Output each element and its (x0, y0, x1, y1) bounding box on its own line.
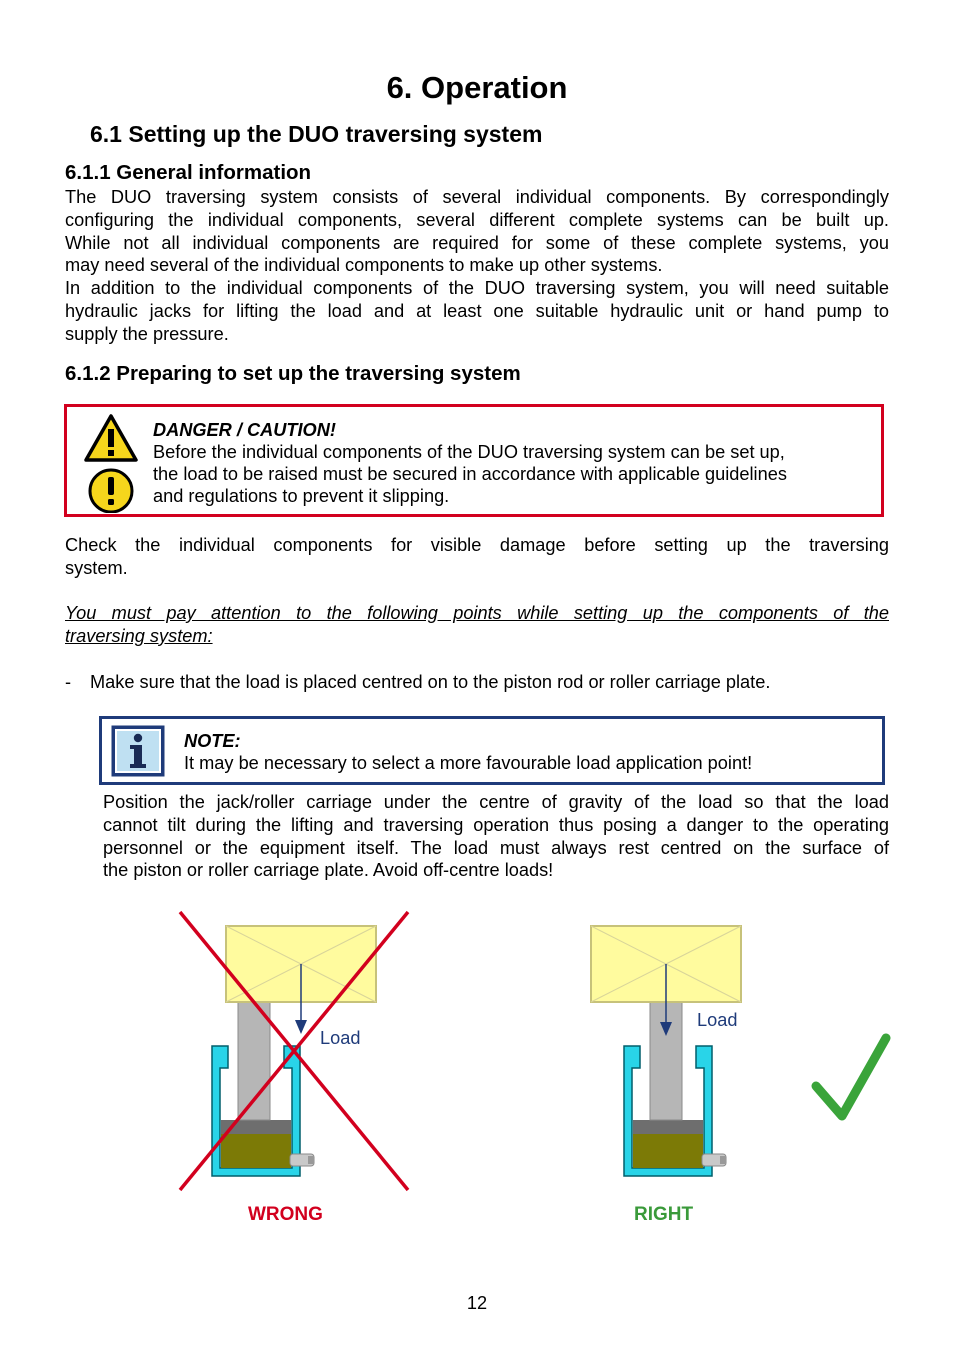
note-box (99, 716, 885, 785)
note-text (184, 730, 874, 774)
text-line: may need several of the individual components to make up other systems. (65, 255, 663, 276)
section-heading-6-1-1: 6.1.1 General information (65, 161, 312, 184)
text-line: In addition to the individual components of the DUO traversing system, you will need suitable (65, 278, 889, 299)
text-line: system. (65, 557, 128, 578)
text-line: configuring the individual components, several different complete systems can be built up. (65, 209, 889, 230)
text-line: The DUO traversing system consists of several individual components. By correspondingly (65, 187, 889, 207)
danger-text (153, 419, 873, 507)
general-information-paragraph (65, 186, 889, 346)
danger-title: DANGER / CAUTION! (153, 420, 336, 440)
wrong-load-label: Load (320, 1028, 361, 1048)
check-paragraph (65, 534, 889, 580)
page-title: 6. Operation (386, 70, 568, 105)
text-line: It may be necessary to select a more favourable load application point! (184, 753, 753, 773)
warning-triangle-icon (83, 413, 139, 513)
position-paragraph (103, 791, 889, 882)
bullet-dash: - (65, 672, 72, 692)
attention-paragraph (65, 602, 889, 648)
text-line: Position the jack/roller carriage under the centre of gravity of the load so that the load (103, 792, 889, 812)
text-line: the load to be raised must be secured in accordance with applicable guidelines (153, 464, 787, 484)
wrong-caption: WRONG (248, 1204, 323, 1225)
danger-caution-box (64, 404, 884, 517)
text-line: the piston or roller carriage plate. Avoid off-centre loads! (103, 860, 554, 881)
note-title: NOTE: (184, 731, 241, 751)
wrong-load-diagram (170, 900, 420, 1200)
text-line: hydraulic jacks for lifting the load and at least one suitable hydraulic unit or hand pump to (65, 300, 889, 321)
page-number: 12 (466, 1293, 488, 1313)
text-line: You must pay attention to the following points while setting up the components of the (65, 603, 889, 623)
text-line: While not all individual components are required for some of these complete systems, you (65, 232, 889, 253)
right-load-label: Load (697, 1010, 738, 1030)
text-line: traversing system: (65, 625, 213, 646)
text-line: cannot tilt during the lifting and traversing operation thus posing a danger to the operating (103, 814, 889, 835)
text-line: supply the pressure. (65, 323, 229, 344)
bullet-item: Make sure that the load is placed centred on to the piston rod or roller carriage plate. (90, 672, 771, 692)
text-line: personnel or the equipment itself. The load must always rest centred on the surface of (103, 837, 889, 858)
right-caption: RIGHT (634, 1204, 694, 1225)
text-line: Before the individual components of the DUO traversing system can be set up, (153, 442, 785, 462)
text-line: Check the individual components for visible damage before setting up the traversing (65, 535, 889, 555)
section-heading-6-1: 6.1 Setting up the DUO traversing system (90, 121, 543, 147)
right-load-diagram (580, 910, 760, 1190)
text-line: and regulations to prevent it slipping. (153, 486, 450, 506)
section-heading-6-1-2: 6.1.2 Preparing to set up the traversing system (65, 362, 521, 385)
checkmark-icon (808, 1030, 894, 1126)
exclamation-circle-icon (90, 470, 132, 512)
info-icon (110, 724, 166, 778)
